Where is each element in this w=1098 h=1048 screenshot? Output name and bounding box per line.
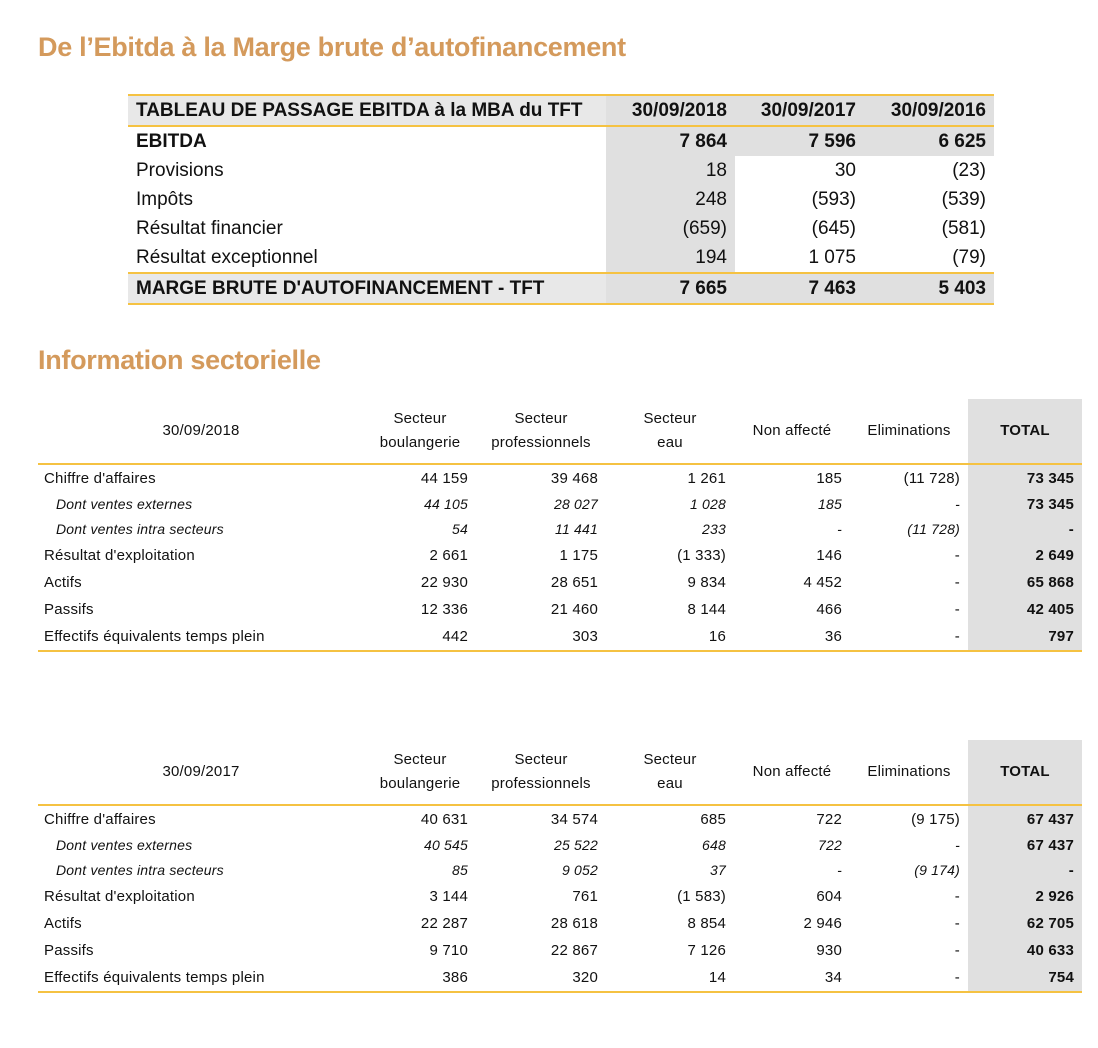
value-total: 40 633 xyxy=(968,937,1082,964)
value-eliminations: - xyxy=(955,837,960,853)
value-non-affecte: 930 xyxy=(816,942,842,959)
value-professionnels: 34 574 xyxy=(550,811,598,828)
value-total: 2 926 xyxy=(968,883,1082,910)
value-non-affecte: - xyxy=(837,521,842,537)
value-eliminations: - xyxy=(955,496,960,512)
table-subrow xyxy=(38,492,1082,517)
value-eliminations: - xyxy=(954,888,960,905)
value-2017: 7 596 xyxy=(735,126,864,156)
value-non-affecte: 466 xyxy=(816,601,842,618)
value-professionnels: 21 460 xyxy=(550,601,598,618)
table-header-row xyxy=(128,95,994,126)
column-header-professionnels: Secteur professionnels xyxy=(476,399,606,464)
table-row xyxy=(128,214,994,243)
row-label: MARGE BRUTE D'AUTOFINANCEMENT - TFT xyxy=(128,273,606,304)
row-label: Actifs xyxy=(44,574,82,591)
column-header-total: TOTAL xyxy=(968,740,1082,805)
value-eau: 9 834 xyxy=(687,574,726,591)
table-title: TABLEAU DE PASSAGE EBITDA à la MBA du TFT xyxy=(128,95,606,126)
row-label: Résultat exceptionnel xyxy=(136,247,318,268)
table-row xyxy=(38,910,1082,937)
value-non-affecte: 4 452 xyxy=(803,574,842,591)
column-header-non-affecte: Non affecté xyxy=(734,740,850,805)
row-label: Effectifs équivalents temps plein xyxy=(38,623,364,651)
table-row xyxy=(38,596,1082,623)
column-header-professionnels: Secteur professionnels xyxy=(476,740,606,805)
column-header-2017: 30/09/2017 xyxy=(735,95,864,126)
value-total: 754 xyxy=(968,964,1082,992)
value-non-affecte: 185 xyxy=(816,470,842,487)
table-row xyxy=(128,156,994,185)
value-boulangerie: 2 661 xyxy=(429,547,468,564)
value-total: - xyxy=(968,517,1082,542)
row-label: Effectifs équivalents temps plein xyxy=(38,964,364,992)
sector-table-2018 xyxy=(38,399,1082,652)
value-eliminations: - xyxy=(954,601,960,618)
value-2018: 7 665 xyxy=(606,273,735,304)
value-boulangerie: 22 287 xyxy=(420,915,468,932)
value-professionnels: 28 651 xyxy=(550,574,598,591)
value-eau: (1 333) xyxy=(677,547,726,564)
value-boulangerie: 85 xyxy=(452,862,468,878)
value-2016: (539) xyxy=(941,189,986,210)
table-row xyxy=(38,805,1082,833)
value-professionnels: 9 052 xyxy=(561,862,598,878)
value-total: 62 705 xyxy=(968,910,1082,937)
value-eliminations: - xyxy=(954,574,960,591)
column-header-eliminations: Eliminations xyxy=(850,399,968,464)
value-eliminations: (9 174) xyxy=(914,862,960,878)
row-label: Résultat d'exploitation xyxy=(44,888,195,905)
value-non-affecte: 722 xyxy=(816,811,842,828)
column-header-2018: 30/09/2018 xyxy=(606,95,735,126)
table-row xyxy=(38,569,1082,596)
sector-header-row xyxy=(38,740,1082,805)
value-professionnels: 761 xyxy=(572,888,598,905)
value-eliminations: - xyxy=(850,623,968,651)
value-eau: 14 xyxy=(606,964,734,992)
sector-table-2017 xyxy=(38,740,1082,993)
table-row xyxy=(38,964,1082,992)
value-total: - xyxy=(968,858,1082,883)
value-total: 797 xyxy=(968,623,1082,651)
value-total: 65 868 xyxy=(968,569,1082,596)
value-2016: (581) xyxy=(941,218,986,239)
value-eliminations: - xyxy=(954,915,960,932)
value-eliminations: - xyxy=(954,942,960,959)
value-professionnels: 39 468 xyxy=(550,470,598,487)
value-2018: 18 xyxy=(606,156,735,185)
value-boulangerie: 54 xyxy=(452,521,468,537)
value-eau: 8 854 xyxy=(687,915,726,932)
value-professionnels: 11 441 xyxy=(555,521,598,537)
table-row xyxy=(38,542,1082,569)
value-eliminations: (11 728) xyxy=(907,521,960,537)
section-title-sector: Information sectorielle xyxy=(38,345,321,375)
value-eliminations: (9 175) xyxy=(911,811,960,828)
row-label: Impôts xyxy=(136,189,194,210)
value-boulangerie: 40 631 xyxy=(420,811,468,828)
value-2017: (645) xyxy=(811,218,856,239)
value-non-affecte: 36 xyxy=(734,623,850,651)
value-boulangerie: 22 930 xyxy=(420,574,468,591)
value-boulangerie: 40 545 xyxy=(423,837,468,853)
table-date: 30/09/2017 xyxy=(38,740,364,805)
row-label: Dont ventes intra secteurs xyxy=(56,862,224,878)
value-eau: 233 xyxy=(702,521,726,537)
value-eliminations: - xyxy=(850,964,968,992)
row-label: Dont ventes intra secteurs xyxy=(56,521,224,537)
value-eau: 16 xyxy=(606,623,734,651)
table-row xyxy=(38,623,1082,651)
value-2018: (659) xyxy=(606,214,735,243)
value-boulangerie: 12 336 xyxy=(420,601,468,618)
value-2016: 5 403 xyxy=(864,273,994,304)
value-eau: 648 xyxy=(702,837,726,853)
value-2016: 6 625 xyxy=(864,126,994,156)
value-professionnels: 22 867 xyxy=(550,942,598,959)
table-row xyxy=(38,883,1082,910)
value-professionnels: 320 xyxy=(476,964,606,992)
value-eau: 8 144 xyxy=(687,601,726,618)
value-2016: (23) xyxy=(952,160,986,181)
value-eau: 37 xyxy=(710,862,726,878)
value-boulangerie: 9 710 xyxy=(429,942,468,959)
value-boulangerie: 44 105 xyxy=(423,496,468,512)
column-header-eau: Secteur eau xyxy=(606,399,734,464)
value-non-affecte: 146 xyxy=(816,547,842,564)
row-label: EBITDA xyxy=(136,131,207,152)
value-professionnels: 28 618 xyxy=(550,915,598,932)
value-total: 73 345 xyxy=(968,464,1082,492)
value-professionnels: 28 027 xyxy=(553,496,598,512)
value-total: 73 345 xyxy=(968,492,1082,517)
value-non-affecte: 2 946 xyxy=(803,915,842,932)
section-title-ebitda: De l’Ebitda à la Marge brute d’autofinancement xyxy=(38,32,626,62)
value-eau: (1 583) xyxy=(677,888,726,905)
value-eau: 7 126 xyxy=(687,942,726,959)
column-header-boulangerie: Secteur boulangerie xyxy=(364,399,476,464)
value-2018: 248 xyxy=(606,185,735,214)
column-header-non-affecte: Non affecté xyxy=(734,399,850,464)
column-header-boulangerie: Secteur boulangerie xyxy=(364,740,476,805)
value-eau: 1 028 xyxy=(689,496,726,512)
value-non-affecte: - xyxy=(837,862,842,878)
row-label: Actifs xyxy=(44,915,82,932)
table-row xyxy=(38,464,1082,492)
value-total: 2 649 xyxy=(968,542,1082,569)
row-label: Passifs xyxy=(44,601,94,618)
value-boulangerie: 3 144 xyxy=(429,888,468,905)
table-total-row xyxy=(128,273,994,304)
value-2017: 1 075 xyxy=(808,247,856,268)
table-row xyxy=(38,937,1082,964)
value-eau: 1 261 xyxy=(687,470,726,487)
value-2016: (79) xyxy=(952,247,986,268)
column-header-eau: Secteur eau xyxy=(606,740,734,805)
value-non-affecte: 34 xyxy=(734,964,850,992)
table-subrow xyxy=(38,517,1082,542)
value-eliminations: (11 728) xyxy=(903,470,960,487)
sector-header-row xyxy=(38,399,1082,464)
row-label: Dont ventes externes xyxy=(56,496,193,512)
table-date: 30/09/2018 xyxy=(38,399,364,464)
value-2017: (593) xyxy=(811,189,856,210)
row-label: Résultat financier xyxy=(136,218,283,239)
value-professionnels: 25 522 xyxy=(553,837,598,853)
value-2018: 7 864 xyxy=(606,126,735,156)
value-boulangerie: 442 xyxy=(364,623,476,651)
column-header-total: TOTAL xyxy=(968,399,1082,464)
value-professionnels: 1 175 xyxy=(559,547,598,564)
table-subrow xyxy=(38,833,1082,858)
value-boulangerie: 386 xyxy=(364,964,476,992)
value-2018: 194 xyxy=(606,243,735,273)
row-label: Dont ventes externes xyxy=(56,837,193,853)
row-label: Résultat d'exploitation xyxy=(44,547,195,564)
table-row xyxy=(128,126,994,156)
table-row xyxy=(128,243,994,273)
table-subrow xyxy=(38,858,1082,883)
value-2017: 7 463 xyxy=(735,273,864,304)
value-total: 67 437 xyxy=(968,833,1082,858)
value-non-affecte: 722 xyxy=(818,837,842,853)
row-label: Chiffre d'affaires xyxy=(44,470,156,487)
value-non-affecte: 604 xyxy=(816,888,842,905)
row-label: Provisions xyxy=(136,160,224,181)
row-label: Passifs xyxy=(44,942,94,959)
value-non-affecte: 185 xyxy=(818,496,842,512)
value-total: 67 437 xyxy=(968,805,1082,833)
value-professionnels: 303 xyxy=(476,623,606,651)
value-total: 42 405 xyxy=(968,596,1082,623)
table-row xyxy=(128,185,994,214)
column-header-eliminations: Eliminations xyxy=(850,740,968,805)
value-eau: 685 xyxy=(700,811,726,828)
row-label: Chiffre d'affaires xyxy=(44,811,156,828)
ebitda-to-mba-table xyxy=(128,94,994,305)
value-boulangerie: 44 159 xyxy=(420,470,468,487)
value-eliminations: - xyxy=(954,547,960,564)
column-header-2016: 30/09/2016 xyxy=(864,95,994,126)
value-2017: 30 xyxy=(834,160,856,181)
